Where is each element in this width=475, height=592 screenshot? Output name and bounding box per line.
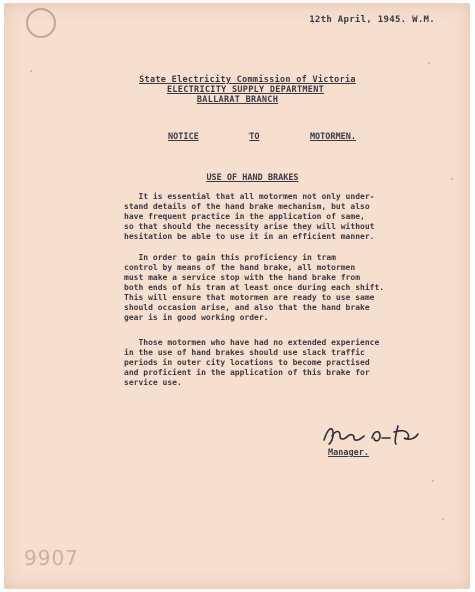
paper-speck [432,480,434,482]
paragraph-line: must make a service stop with the hand brake from [124,273,361,282]
handwritten-signature [320,418,425,450]
notice-heading [168,132,356,142]
paragraph-line: It is essential that all motormen not only under- [124,192,375,201]
paragraph-line: gear is in good working order. [124,313,269,322]
notice-word-to: TO [249,132,260,142]
paper-speck [248,133,250,135]
paragraph-line: In order to gain this proficiency in tram [124,253,336,262]
letter-date: 12th April, 1945. W.M. [309,15,435,25]
paragraph-line: in the use of hand brakes should use slack traffic [124,348,365,357]
paragraph-line: should occasion arise, and also that the hand brake [124,303,370,312]
paragraph-line: control by means of the hand brake, all motormen [124,263,356,272]
header-department: ELECTRICITY SUPPLY DEPARTMENT [166,85,325,95]
paragraph-line: and proficient in the application of this brake for [124,368,370,377]
paragraph-line: Those motormen who have had no extended experience [124,338,380,347]
paragraph-line: periods in outer city locations to become practised [124,358,370,367]
paragraph-line: both ends of his tram at least once during each shift. [124,283,385,292]
faded-stamp-mark [26,8,56,38]
paragraph-line: hesitation be able to use it in an efficient manner. [124,232,375,241]
paper-speck [451,178,453,180]
subject-heading: USE OF HAND BRAKES [206,173,299,183]
notice-word-motormen: MOTORMEN. [309,132,356,142]
paragraph-2 [124,253,444,323]
paragraph-3 [124,338,444,388]
paragraph-1 [124,192,444,242]
paragraph-line: so that should the necessity arise they will without [124,222,375,231]
faded-archive-number: 9907 [24,546,79,570]
signatory-title: Manager. [328,448,369,458]
paragraph-line: service use. [124,378,182,387]
paper-speck [30,70,32,72]
notice-word-notice: NOTICE [168,132,199,142]
paragraph-line: have frequent practice in the application of same, [124,212,365,221]
paragraph-line: This will ensure that motormen are ready to use same [124,293,375,302]
paper-speck [428,62,430,64]
paper-speck [442,518,444,520]
header-commission: State Electricity Commission of Victoria [139,75,356,85]
header-branch: BALLARAT BRANCH [196,95,279,105]
paragraph-line: stand details of the hand brake mechanism, but also [124,202,370,211]
